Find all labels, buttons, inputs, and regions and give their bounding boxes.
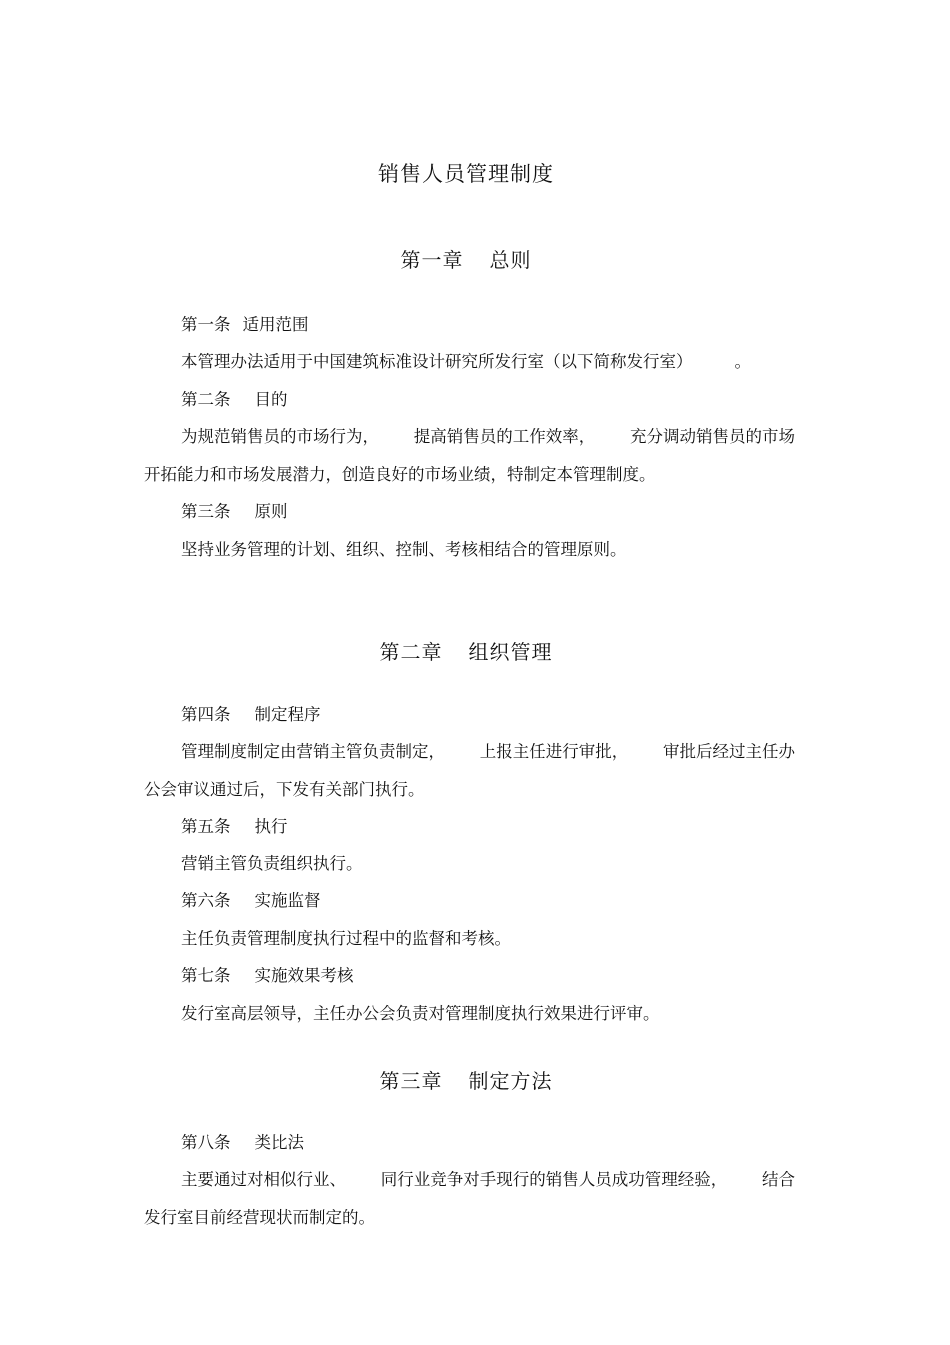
article-label: 第五条: [181, 817, 231, 836]
article-2-text: [181, 423, 795, 447]
article-2-heading: [181, 386, 288, 410]
article-label: 第四条: [181, 705, 231, 724]
chapter-1-heading: [0, 244, 932, 273]
article-6-heading: [181, 887, 321, 911]
article-name: 目的: [254, 390, 288, 409]
chapter-3-heading: [0, 1065, 932, 1094]
article-name: 实施效果考核: [254, 966, 354, 985]
article-7-text: 发行室高层领导，主任办公会负责对管理制度执行效果进行评审。: [181, 1004, 660, 1023]
article-5-heading: [181, 813, 288, 837]
chapter-label: 第二章: [379, 640, 443, 664]
article-label: 第二条: [181, 390, 231, 409]
article-label: 第三条: [181, 502, 231, 521]
article-1-text: [181, 348, 751, 372]
text-segment: 管理制度制定由营销主管负责制定，: [181, 742, 445, 761]
article-7-heading: [181, 962, 354, 986]
text-segment: 本管理办法适用于中国建筑标准设计研究所发行室（以下简称发行室）: [181, 352, 693, 371]
text-segment: 审批后经过主任办: [663, 742, 795, 761]
article-name: 适用范围: [242, 315, 309, 334]
article-5-text: 营销主管负责组织执行。: [181, 854, 363, 873]
article-label: 第七条: [181, 966, 231, 985]
article-4-text-cont: 公会审议通过后，下发有关部门执行。: [144, 780, 425, 799]
article-label: 第六条: [181, 891, 231, 910]
article-name: 执行: [254, 817, 288, 836]
text-segment: 为规范销售员的市场行为，: [181, 427, 379, 446]
text-segment: 同行业竞争对手现行的销售人员成功管理经验，: [380, 1170, 728, 1189]
article-3-heading: [181, 498, 288, 522]
chapter-name: 组织管理: [468, 640, 553, 664]
article-2-text-cont: 开拓能力和市场发展潜力，创造良好的市场业绩，特制定本管理制度。: [144, 465, 656, 484]
article-4-text: [181, 738, 795, 762]
text-segment: 上报主任进行审批，: [479, 742, 629, 761]
article-name: 实施监督: [254, 891, 321, 910]
article-1-heading: [181, 311, 309, 335]
text-segment: 提高销售员的工作效率，: [413, 427, 596, 446]
text-segment: 充分调动销售员的市场: [630, 427, 795, 446]
document-title: 销售人员管理制度: [378, 162, 554, 186]
article-8-text-cont: 发行室目前经营现状而制定的。: [144, 1208, 375, 1227]
chapter-label: 第三章: [379, 1069, 443, 1093]
article-name: 制定程序: [254, 705, 321, 724]
chapter-2-heading: [0, 636, 932, 665]
chapter-label: 第一章: [400, 248, 464, 272]
article-8-heading: [181, 1129, 304, 1153]
text-segment: 结合: [762, 1170, 795, 1189]
chapter-name: 制定方法: [468, 1069, 553, 1093]
article-name: 原则: [254, 502, 288, 521]
article-6-text: 主任负责管理制度执行过程中的监督和考核。: [181, 929, 511, 948]
text-segment: 主要通过对相似行业、: [181, 1170, 346, 1189]
article-label: 第一条: [181, 315, 231, 334]
chapter-name: 总则: [489, 248, 532, 272]
article-label: 第八条: [181, 1133, 231, 1152]
article-8-text: [181, 1166, 795, 1190]
article-4-heading: [181, 701, 321, 725]
text-segment: 。: [734, 352, 751, 371]
article-name: 类比法: [254, 1133, 304, 1152]
article-3-text: 坚持业务管理的计划、组织、控制、考核相结合的管理原则。: [181, 540, 627, 559]
